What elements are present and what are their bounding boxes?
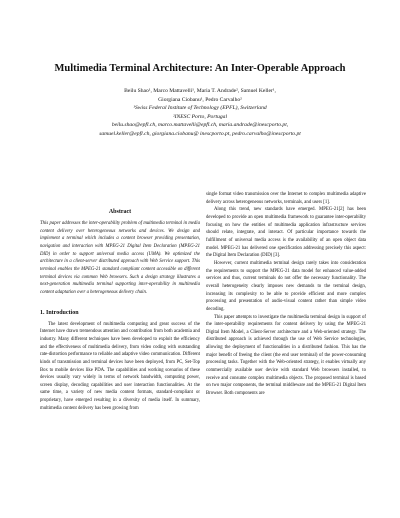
- author-block: [40, 87, 360, 139]
- right-paragraph-2: Along this trend, new standards have emerged. MPEG-21[2] has been developed to provide an open multimedia framework to guarantee inter-operability focusing on how the entities of multimedia application infrastructure services should relate, integrate, and interact. Of particular importance towards the fulfillment of universal media access is the availability of an open object data model. MPEG-21 has delivered one specification addressing precisely this aspect: the Digital Item Declaration (DID) [3].: [206, 207, 366, 259]
- abstract-heading: Abstract: [108, 209, 132, 215]
- right-column: [206, 191, 366, 398]
- introduction-heading: 1. Introduction: [40, 309, 79, 316]
- right-paragraph-1: single format video transmission over the Internet to complex multimedia adaptive delivery across heterogeneous networks, terminals, and users [1].: [206, 192, 366, 205]
- right-paragraph-4: This paper attempts to investigate the multimedia terminal design in support of the inter-operability requirements for content delivery by using the MPEG-21 Digital Item Model, a Client-Server architecture and a Web-oriented strategy. The distributed approach is achieved through the use of Web Service technologies, allowing the deployment of functionalities in a distributed fashion. This has the major benefit of freeing the client (the end user terminal) of the power-consuming processing tasks. Together with the Web-oriented strategy, it enables virtually any commercially available user device with standard Web browsers installed, to receive and consume complex multimedia objects. The proposed terminal is based on two major components, the terminal middleware and the MPEG-21 Digital Item Browser. Both components are: [206, 314, 366, 397]
- affiliation-1: ¹Swiss Federal Institute of Technology (EPFL), Switzerland: [133, 105, 267, 112]
- authors-line-2: Giorgiana Ciobanu¹, Pedro Carvalho²: [158, 96, 242, 103]
- paper-title: Multimedia Terminal Architecture: An Inter-Operable Approach: [54, 63, 346, 74]
- left-column: [40, 208, 200, 412]
- affiliation-2: ²INESC Porto, Portugal: [172, 113, 228, 120]
- emails-line-1: beilu.shao@epfl.ch, marco.mattavelli@epfl.ch, maria.andrade@inescporto.pt,: [111, 122, 289, 129]
- introduction-paragraph-1: The latest development of multimedia computing and great success of the Internet have drawn tremendous attention and contribution from both academia and industry. Many different techniques have been developed to exploit the efficiency and the effectiveness of multimedia delivery, from video coding with outstanding rate-distortion performance to reliable and adaptive video communication. Different kinds of transmission and terminal devices have been deployed, from PC, Set-Top Box to mobile devices like PDA. The capabilities and working scenarios of these devices usually vary widely in terms of network bandwidth, computing power, screen display, decoding capabilities and user interaction functionalities. At the same time, a variety of new media content formats, standard-compliant or proprietary, have emerged resulting in a diversity of media itself. In summary, multimedia content delivery has been growing from: [40, 321, 200, 411]
- emails-line-2: samuel.keller@epfl.ch, giorgiana.ciobanu@ inescporto.pt, pedro.carvalho@inescporto.pt: [99, 130, 301, 137]
- abstract-text: This paper addresses the inter-operability problem of multimedia terminal in media content delivery over heterogeneous networks and devices. We design and implement a terminal which includes a content browser providing presentation, navigation and interaction with MPEG-21 Digital Item Declaration (MPEG-21 DID) in order to support universal media access (UMA). We optimized the architecture in a client-server distributed approach with Web Service support. This terminal enables the MPEG-21 standard compliant content accessible on different terminal devices via common Web browsers. Such a design strategy illustrates a next-generation multimedia terminal supporting inter-operability in multimedia content adaptation over a heterogeneous delivery chain.: [40, 221, 200, 295]
- authors-line-1: Beilu Shao¹, Marco Mattavelli¹, Maria T. Andrade², Samuel Keller¹,: [124, 88, 276, 94]
- right-paragraph-3: However, current multimedia terminal design rarely takes into consideration the requirements to support the MPEG-21 data model for enhanced value-added services and thus, current terminals do not offer the necessary functionality. The overall heterogeneity clearly imposes new demands to the terminal design, increasing its complexity to be able to provide efficient and more complex processing and presentation of audio-visual content rather than simple video decoding.: [206, 260, 366, 312]
